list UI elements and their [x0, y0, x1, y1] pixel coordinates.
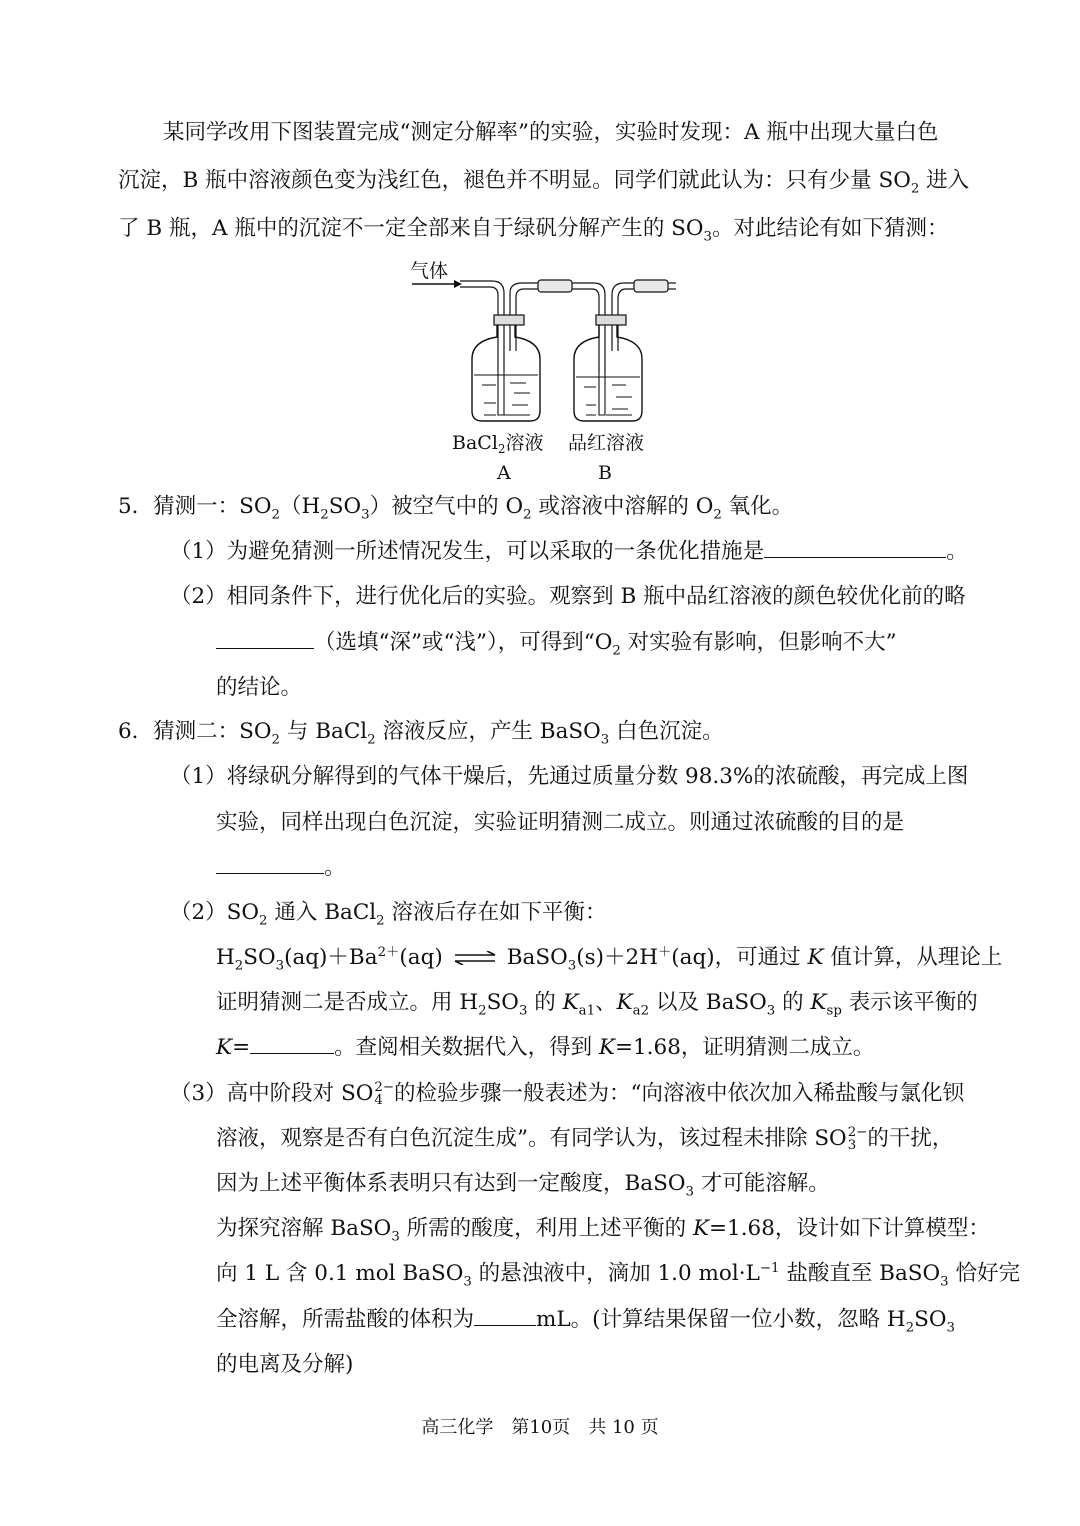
answer-blank-q5-2[interactable]: [216, 644, 314, 649]
bottle-a: [472, 315, 540, 421]
q6-part-3-line-2: 溶液，观察是否有白色沉淀生成”。有同学认为，该过程未排除 SO 2− 3 的干扰，: [216, 1124, 954, 1153]
page-footer: 高三化学 第10页 共 10 页: [421, 1417, 659, 1438]
q5-heading: 5．猜测一：$SO_2(H_2SO_3)$被空气中的 $O_2$ 或溶液中溶解的 $O_2$ 氧化。: [118, 494, 794, 523]
intro-line-1: 某同学改用下图装置完成“测定分解率”的实验，实验时发现：A 瓶中出现大量白色: [163, 120, 939, 145]
q6-part-1-line-3: 。: [216, 853, 346, 883]
bottle-b: [574, 315, 642, 421]
q6-part-3-line-5: 向 1 L 含 0.1 mol BaSO$_3$ 的悬浊液中，滴加 1.0 $mol\cdot L^{-1}$ 盐酸直至 BaSO$_3$ 恰好完: [216, 1260, 1020, 1290]
q6-part-1-line-1: （1）将绿矾分解得到的气体干燥后，先通过质量分数 98.3%的浓硫酸，再完成上图: [170, 764, 969, 789]
q6-part-3-line-4: 为探究溶解 BaSO$_3$ 所需的酸度，利用上述平衡的 K=1.68，设计如下计算模型：: [216, 1216, 990, 1245]
q5-part-2-line-2: （选填“深”或“浅”），可得到“$O_2$ 对实验有影响，但影响不大”: [216, 628, 897, 658]
q6-part-3-line-1: （3）高中阶段对 SO 2− 4 的检验步骤一般表述为：“向溶液中依次加入稀盐酸与氯化钡: [170, 1079, 965, 1108]
q6-part-3-line-6: 全溶解，所需盐酸的体积为 mL。(计算结果保留一位小数，忽略 $H_2SO_3$: [216, 1307, 955, 1336]
q5-part-1: （1）为避免猜测一所述情况发生，可以采取的一条优化措施是 。: [170, 539, 968, 564]
equilibrium-arrow-icon: [453, 951, 497, 965]
gas-label: 气体: [410, 260, 449, 282]
gas-washing-bottles-diagram: [400, 253, 690, 493]
q6-heading: 6．猜测二：$SO_2$ 与 BaCl$_2$ 溶液反应，产生 BaSO$_3$ 白色沉淀。: [118, 719, 724, 748]
answer-blank-q6-2[interactable]: [250, 1049, 334, 1054]
q5-part-2-line-3: 的结论。: [216, 675, 303, 700]
equilibrium-equation: $H_2SO_3(aq)+Ba^{2+}(aq)$ BaSO$_3$(s)＋2H＋(aq)，可通过 K 值计算，从理论上: [216, 944, 1003, 974]
label-a: A: [497, 462, 511, 484]
answer-blank-q5-1[interactable]: [764, 553, 946, 558]
q6-part-3-line-3: 因为上述平衡体系表明只有达到一定酸度，BaSO$_3$ 才可能溶解。: [216, 1171, 830, 1200]
intro-line-3: 了 B 瓶，A 瓶中的沉淀不一定全部来自于绿矾分解产生的 $SO_3$。对此结论有如下猜测：: [118, 216, 949, 245]
q6-part-2-line-3: 证明猜测二是否成立。用 $H_2SO_3$ 的 $K_{a1}$、$K_{a2}$ 以及 BaSO$_3$ 的 $K_{sp}$ 表示该平衡的: [216, 990, 978, 1019]
answer-blank-q6-1[interactable]: [216, 869, 324, 874]
answer-blank-q6-3[interactable]: [474, 1321, 536, 1326]
label-bottle-a-solution: BaCl$_2$溶液: [452, 432, 544, 456]
q5-part-2-line-1: （2）相同条件下，进行优化后的实验。观察到 B 瓶中品红溶液的颜色较优化前的略: [170, 584, 966, 609]
q6-part-3-line-7: 的电离及分解): [216, 1352, 354, 1377]
q6-part-1-line-2: 实验，同样出现白色沉淀，实验证明猜测二成立。则通过浓硫酸的目的是: [216, 810, 905, 835]
intro-line-2: 沉淀，B 瓶中溶液颜色变为浅红色，褪色并不明显。同学们就此认为：只有少量 $SO_2$ 进入: [118, 168, 970, 197]
q6-part-2-line-1: $(2)SO_2$ 通入 BaCl$_2$ 溶液后存在如下平衡：: [170, 900, 607, 929]
label-bottle-b-solution: 品红溶液: [568, 432, 645, 454]
q6-part-2-line-4: K= 。查阅相关数据代入，得到 K=1.68，证明猜测二成立。: [216, 1035, 875, 1060]
label-b: B: [598, 462, 612, 484]
